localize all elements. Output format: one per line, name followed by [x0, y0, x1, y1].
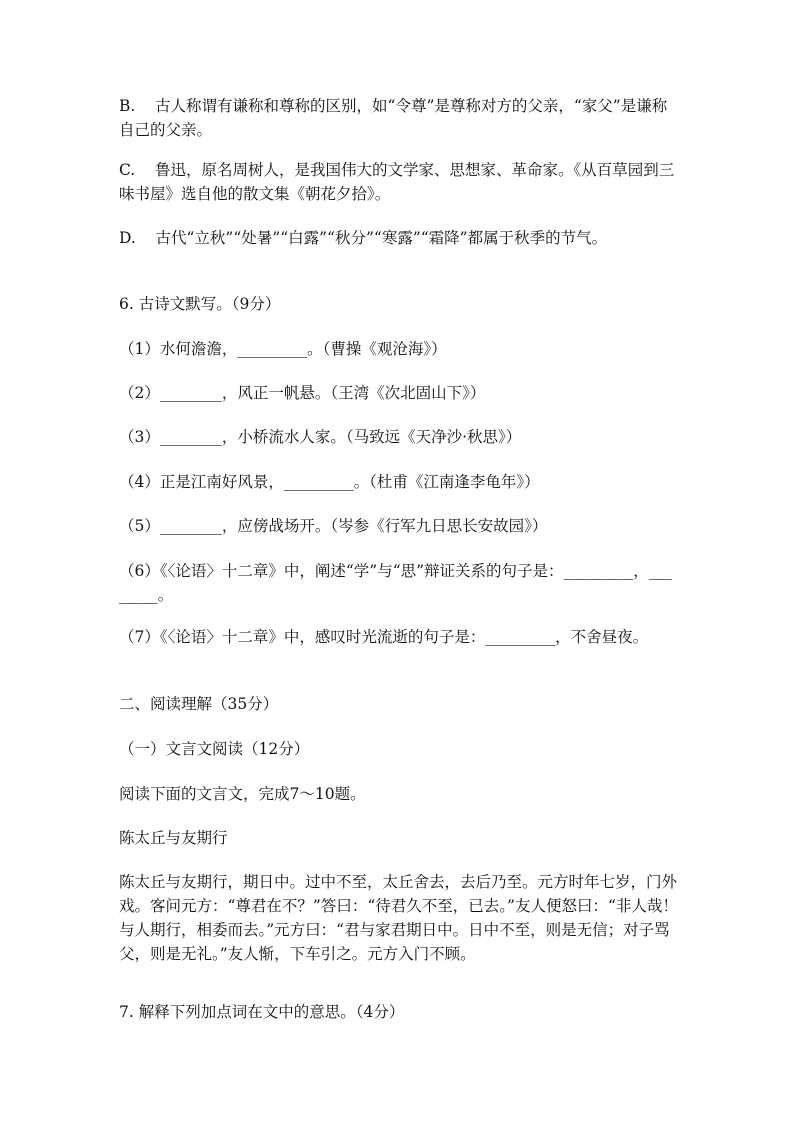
option-b: B. 古人称谓有谦称和尊称的区别，如“令尊”是尊称对方的父亲，“家父”是谦称自己的父亲。	[119, 97, 668, 139]
option-c: C. 鲁迅，原名周树人，是我国伟大的文学家、思想家、革命家。《从百草园到三味书屋》选自他的散文集《朝花夕拾》。	[119, 161, 675, 203]
section-2-subheading: （一）文言文阅读（12分）	[119, 740, 310, 758]
question-6-item-4: （4）正是江南好风景，_________。（杜甫《江南逢李龟年》）	[119, 473, 540, 491]
question-6-item-7: （7）《〈论语〉十二章》中，感叹时光流逝的句子是：_________，不舍昼夜。	[119, 628, 649, 646]
passage-title: 陈太丘与友期行	[119, 829, 228, 847]
question-6-title: 6. 古诗文默写。（9分）	[119, 295, 281, 313]
section-2-heading: 二、阅读理解（35分）	[119, 695, 279, 713]
question-6-item-1: （1）水何澹澹，_________。（曹操《观沧海》）	[119, 340, 447, 358]
reading-instruction: 阅读下面的文言文，完成7～10题。	[119, 785, 366, 803]
question-6-item-3: （3）________，小桥流水人家。（马致远《天净沙·秋思》）	[119, 428, 522, 446]
option-d: D. 古代“立秋”“处暑”“白露”“秋分”“寒露”“霜降”都属于秋季的节气。	[119, 229, 608, 247]
question-7-title: 7. 解释下列加点词在文中的意思。（4分）	[119, 1003, 405, 1021]
question-6-item-6: （6）《〈论语〉十二章》中，阐述“学”与“思”辩证关系的句子是：_________，________。	[119, 562, 673, 604]
passage-body: 陈太丘与友期行，期日中。过中不至，太丘舍去，去后乃至。元方时年七岁，门外戏。客问元方：“尊君在不？”答曰：“待君久不至，已去。”友人便怒曰：“非人哉！与人期行，相委而去。”元方曰：“君与家君期日中。日中不至，则是无信；对子骂父，则是无礼。”友人惭，下车引之。元方入门不顾。	[119, 873, 678, 963]
question-6-item-5: （5）________，应傍战场开。（岑参《行军九日思长安故园》）	[119, 517, 548, 535]
question-6-item-2: （2）________，风正一帆悬。（王湾《次北固山下》）	[119, 384, 486, 402]
